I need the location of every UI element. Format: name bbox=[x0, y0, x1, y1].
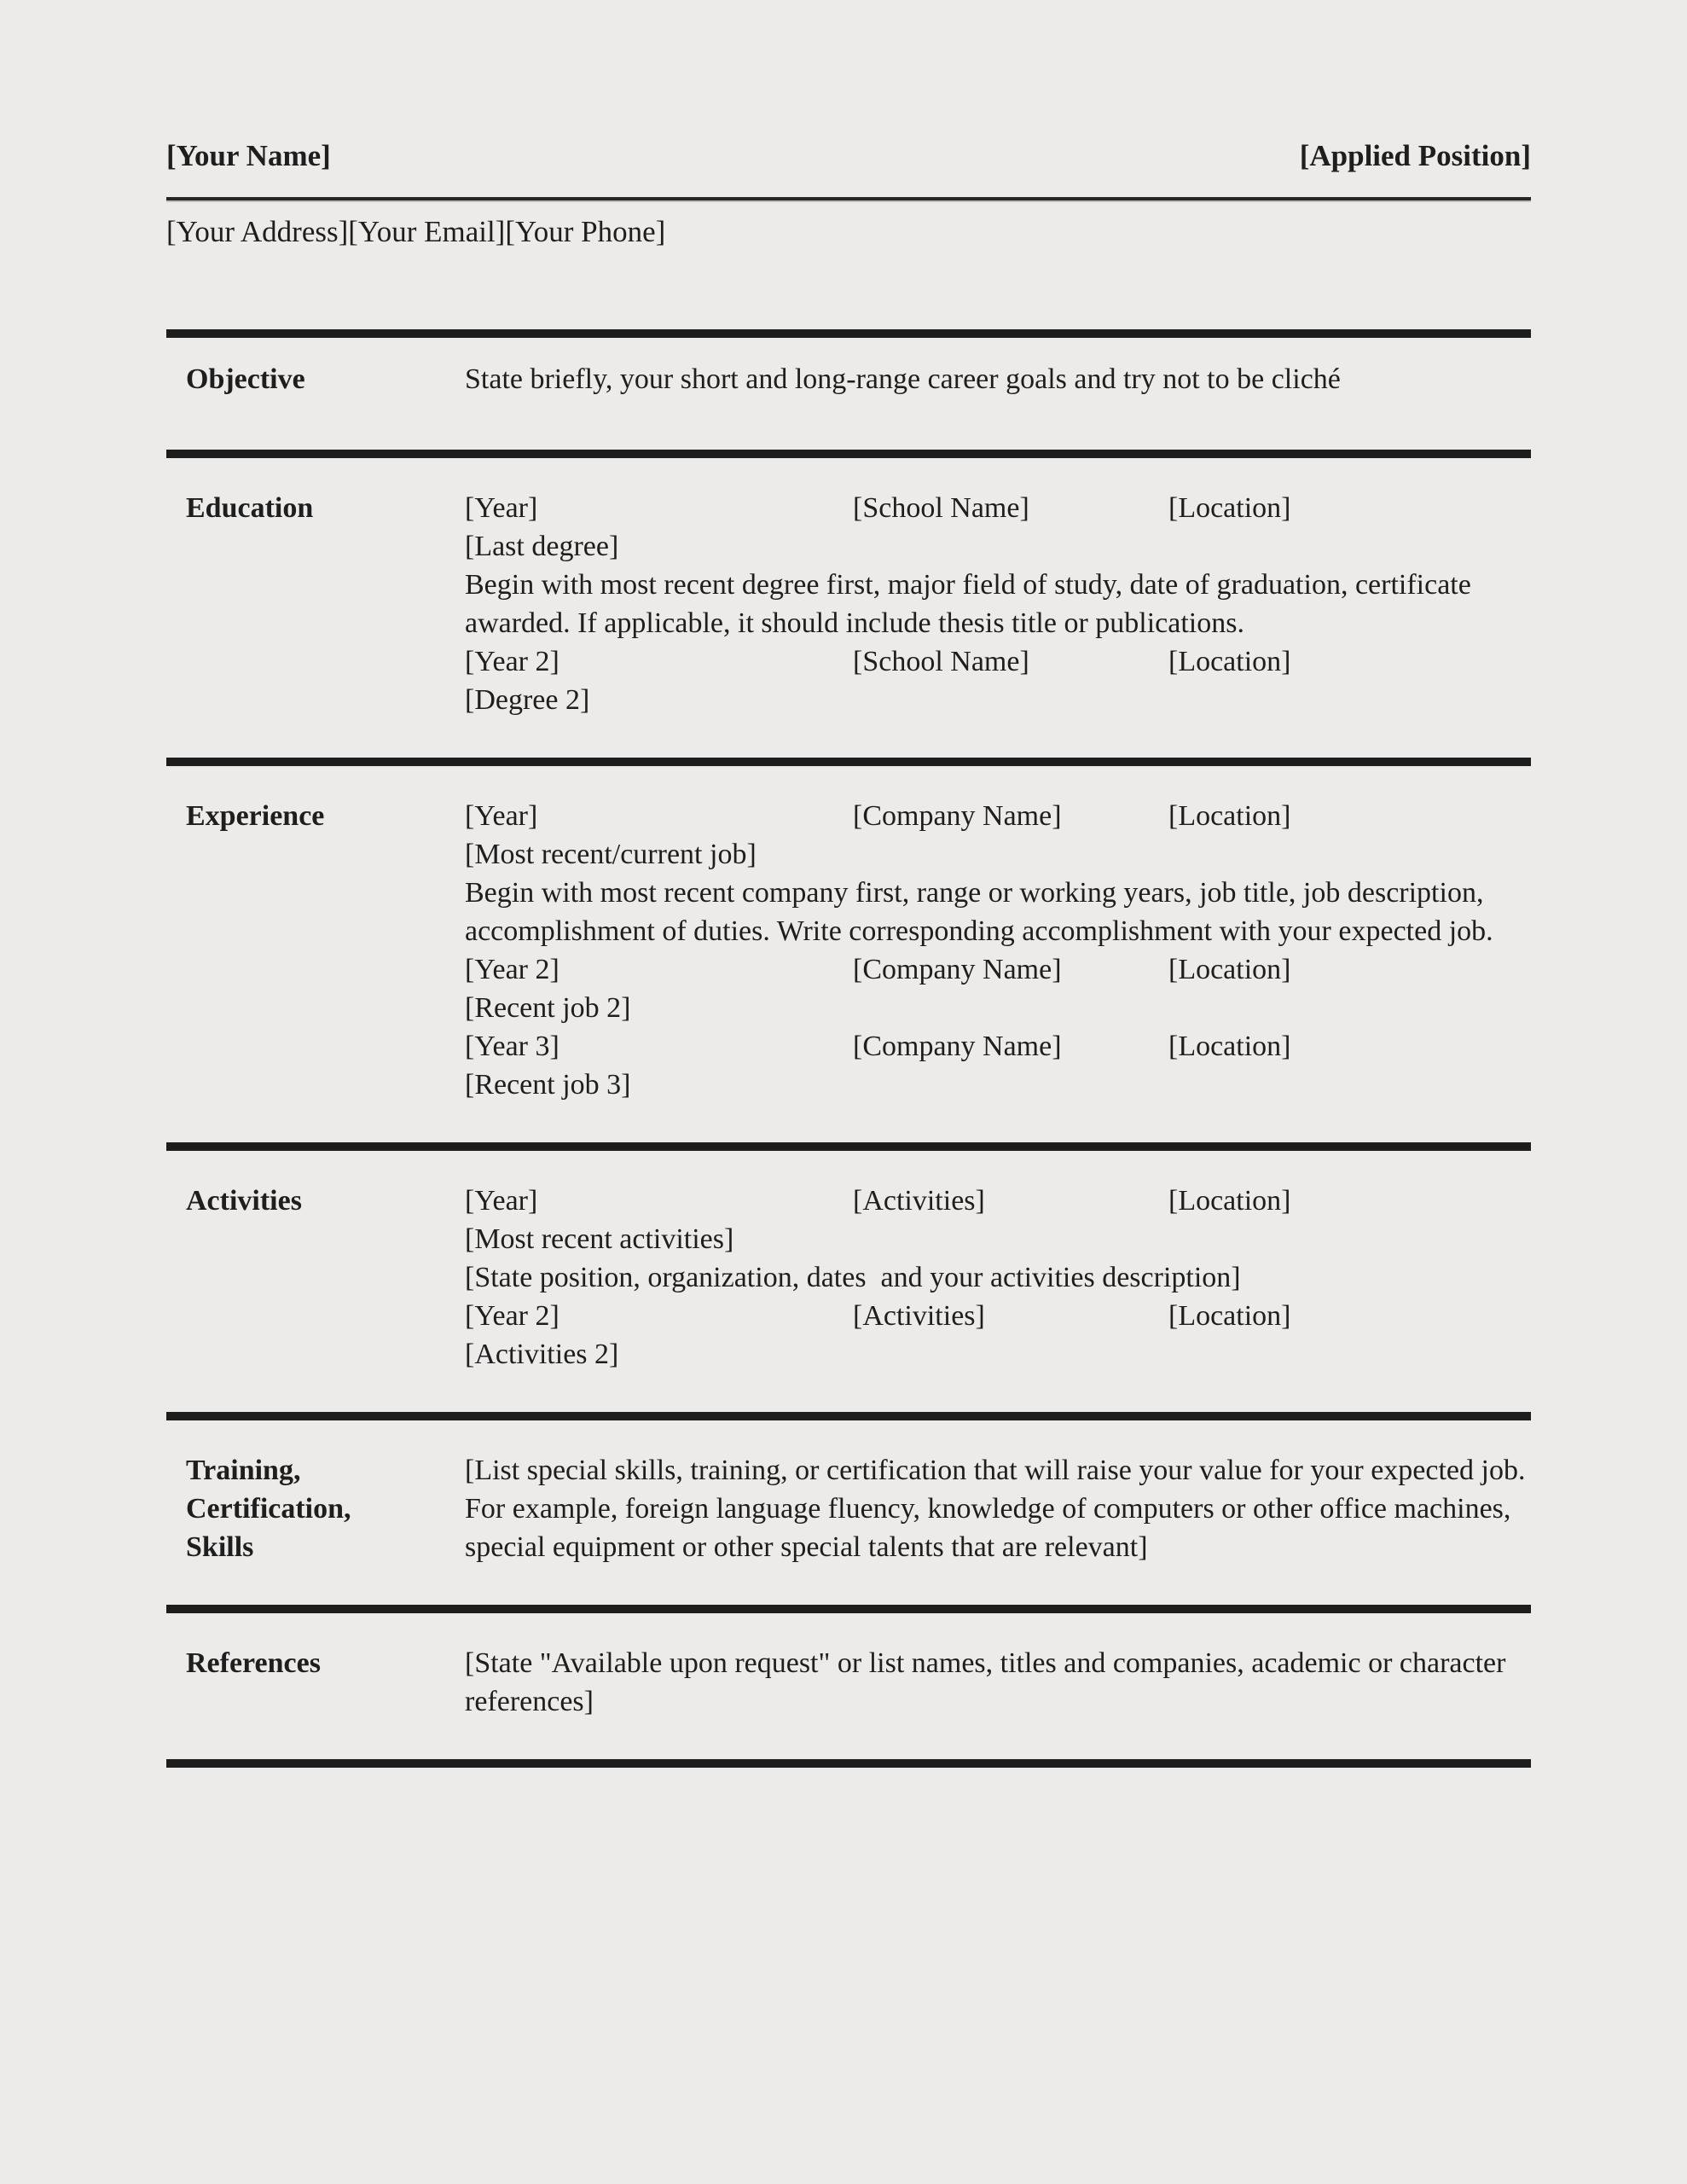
section-label-line: Skills bbox=[186, 1531, 254, 1563]
section-label-objective bbox=[166, 360, 465, 398]
section-references bbox=[166, 1605, 1531, 1759]
section-label-training-certification-skills bbox=[166, 1451, 465, 1566]
column-cell-1: [Year 2] bbox=[465, 954, 559, 985]
section-experience bbox=[166, 758, 1531, 1142]
column-cell-1: [Year 3] bbox=[465, 1031, 559, 1062]
text-line: [Last degree] bbox=[465, 531, 619, 562]
text-line: State briefly, your short and long-range career goals and try not to be cliché bbox=[465, 363, 1341, 395]
column-cell-2: [Activities] bbox=[853, 1185, 985, 1217]
column-cell-3: [Location] bbox=[1168, 646, 1291, 677]
section-body-experience bbox=[465, 797, 1531, 1104]
text-line: [Activities 2] bbox=[465, 1339, 619, 1370]
section-body-training-certification-skills bbox=[465, 1451, 1531, 1566]
column-cell-2: [School Name] bbox=[853, 646, 1029, 677]
three-column-row bbox=[465, 1182, 1531, 1220]
header-applied-position: [Applied Position] bbox=[1299, 139, 1531, 172]
paragraph: Begin with most recent degree first, major field of study, date of graduation, certificate awarded. If applicable, it should include thesis title or publications. bbox=[465, 569, 1479, 639]
column-cell-1: [Year] bbox=[465, 800, 538, 832]
section-label-education bbox=[166, 489, 465, 719]
text-line: [State position, organization, dates and your activities description] bbox=[465, 1262, 1241, 1293]
paragraph: [State "Available upon request" or list names, titles and companies, academic or character references] bbox=[465, 1647, 1513, 1717]
column-cell-3: [Location] bbox=[1168, 1300, 1291, 1332]
column-cell-2: [Company Name] bbox=[853, 800, 1062, 832]
column-cell-2: [School Name] bbox=[853, 492, 1029, 524]
column-cell-3: [Location] bbox=[1168, 492, 1291, 524]
column-cell-3: [Location] bbox=[1168, 954, 1291, 985]
section-objective bbox=[166, 329, 1531, 450]
header bbox=[166, 136, 1531, 175]
text-line: [Most recent/current job] bbox=[465, 839, 757, 870]
column-cell-3: [Location] bbox=[1168, 1031, 1291, 1062]
sections bbox=[166, 329, 1531, 1759]
column-cell-2: [Company Name] bbox=[853, 1031, 1062, 1062]
section-body-education bbox=[465, 489, 1531, 719]
three-column-row bbox=[465, 797, 1531, 835]
section-body-objective bbox=[465, 360, 1531, 398]
bottom-rule bbox=[166, 1759, 1531, 1768]
page-content bbox=[166, 0, 1531, 1768]
text-line: [Recent job 2] bbox=[465, 992, 631, 1024]
section-label-line: Activities bbox=[186, 1185, 302, 1217]
column-cell-1: [Year] bbox=[465, 492, 538, 524]
section-activities bbox=[166, 1142, 1531, 1412]
contact-line: [Your Address][Your Email][Your Phone] bbox=[166, 215, 666, 248]
paragraph: [List special skills, training, or certification that will raise your value for your expected job. For example, foreign language fluency, knowledge of computers or other office machines, special equipment or other special talents that are relevant] bbox=[465, 1455, 1533, 1563]
section-education bbox=[166, 450, 1531, 758]
column-cell-2: [Company Name] bbox=[853, 954, 1062, 985]
column-cell-3: [Location] bbox=[1168, 800, 1291, 832]
section-label-line: References bbox=[186, 1647, 321, 1679]
section-label-references bbox=[166, 1644, 465, 1721]
three-column-row bbox=[465, 1027, 1531, 1066]
section-label-experience bbox=[166, 797, 465, 1104]
section-label-line: Certification, bbox=[186, 1493, 351, 1525]
section-label-activities bbox=[166, 1182, 465, 1374]
section-training-certification-skills bbox=[166, 1412, 1531, 1605]
section-label-line: Education bbox=[186, 492, 314, 524]
column-cell-1: [Year 2] bbox=[465, 1300, 559, 1332]
header-rule bbox=[166, 197, 1531, 200]
header-name: [Your Name] bbox=[166, 139, 331, 172]
section-label-line: Training, bbox=[186, 1455, 301, 1486]
three-column-row bbox=[465, 950, 1531, 989]
text-line: [Degree 2] bbox=[465, 684, 590, 716]
column-cell-2: [Activities] bbox=[853, 1300, 985, 1332]
section-label-line: Objective bbox=[186, 363, 305, 395]
column-cell-1: [Year] bbox=[465, 1185, 538, 1217]
three-column-row bbox=[465, 489, 1531, 527]
section-label-line: Experience bbox=[186, 800, 325, 832]
section-body-references bbox=[465, 1644, 1531, 1721]
column-cell-3: [Location] bbox=[1168, 1185, 1291, 1217]
column-cell-1: [Year 2] bbox=[465, 646, 559, 677]
text-line: [Recent job 3] bbox=[465, 1069, 631, 1101]
text-line: [Most recent activities] bbox=[465, 1223, 734, 1255]
three-column-row bbox=[465, 642, 1531, 681]
section-body-activities bbox=[465, 1182, 1531, 1374]
three-column-row bbox=[465, 1297, 1531, 1335]
paragraph: Begin with most recent company first, range or working years, job title, job description, accomplishment of duties. Write corresponding accomplishment with your expected job. bbox=[465, 877, 1493, 947]
